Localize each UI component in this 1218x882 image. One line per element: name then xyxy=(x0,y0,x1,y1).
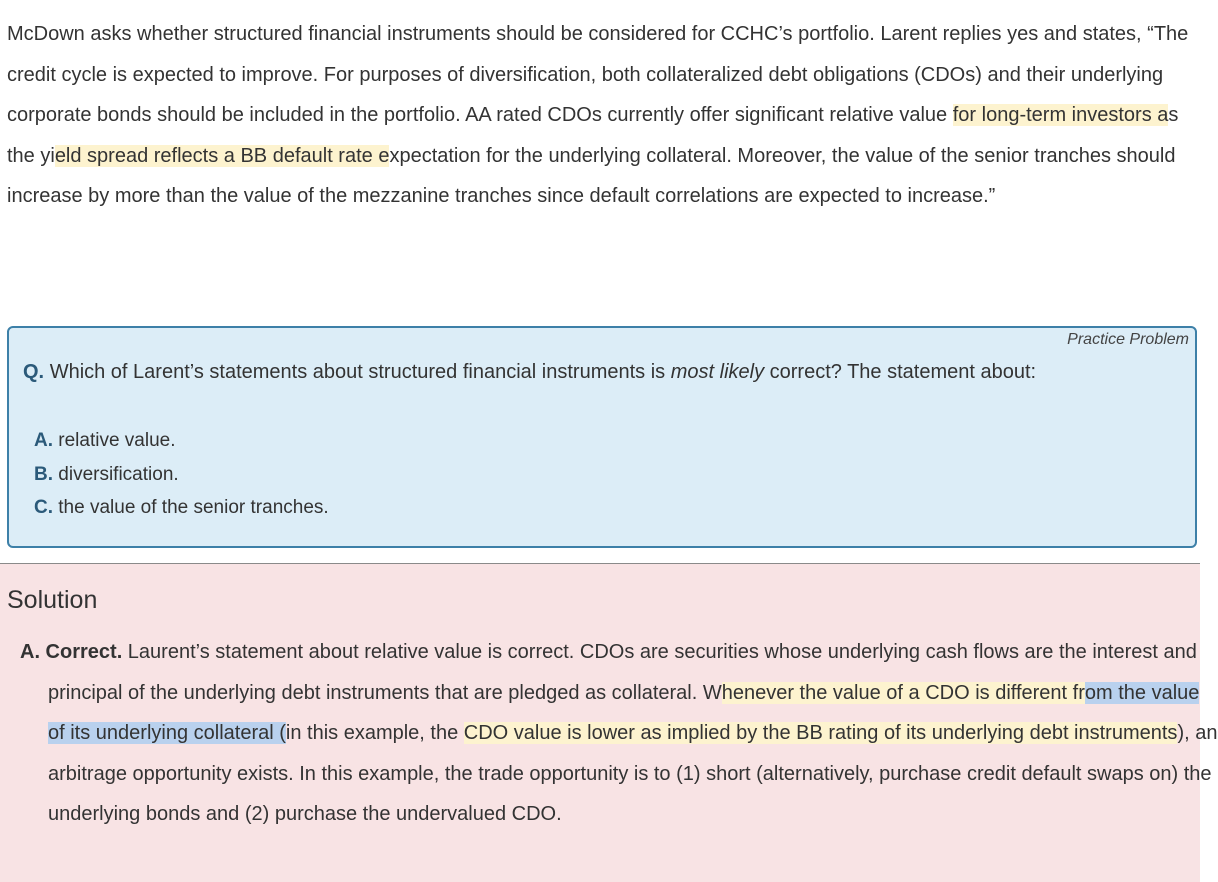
solution-title: Solution xyxy=(7,586,98,614)
solution-highlight-1: henever the value of a CDO is different fr xyxy=(721,681,1085,704)
passage-text: McDown asks whether structured financial instruments should be considered for CCHC’s portfolio. Larent replies yes and states, “The credit cycle is expected to improve. For purposes of diversification, both collateralized debt obligations (CDOs) and their underlying corporate bonds should be included in the portfolio. AA rated CDOs currently offer significant relative value xyxy=(7,23,1189,127)
choice-c-letter: C. xyxy=(34,497,53,518)
solution-text-1: Laurent’s statement about relative value is correct. CDOs are securities whose underlying cash flows are the interest and principal of the underlying debt instruments that are pledged as collateral. W xyxy=(48,641,1197,704)
solution-highlight-2: CDO value is lower as implied by the BB rating of its underlying debt instruments xyxy=(463,722,1178,745)
answer-choices xyxy=(34,424,329,525)
passage-text-2: s the yi xyxy=(7,104,1179,167)
passage-highlight-1: for long-term investors a xyxy=(952,104,1169,127)
passage-highlight-2: eld spread reflects a BB default rate e xyxy=(54,144,390,167)
solution-text-3: ), an arbitrage opportunity exists. In this example, the trade opportunity is to (1) short (alternatively, purchase credit default swaps on) the underlying bonds and (2) purchase the undervalued CDO. xyxy=(48,722,1218,826)
choice-c[interactable] xyxy=(34,491,329,525)
choice-a-text: relative value. xyxy=(58,430,176,451)
solution-answer-letter: A. Correct. xyxy=(20,641,123,663)
question-marker: Q. xyxy=(23,361,45,383)
case-passage xyxy=(7,14,1197,217)
choice-b[interactable] xyxy=(34,458,329,492)
choice-c-text: the value of the senior tranches. xyxy=(58,497,329,518)
passage-text-3: xpectation for the underlying collateral. Moreover, the value of the senior tranches should increase by more than the value of the mezzanine tranches since default correlations are expected to increase.” xyxy=(7,144,1176,208)
choice-a-letter: A. xyxy=(34,430,53,451)
question-text: Which of Larent’s statements about structured financial instruments is xyxy=(49,361,671,383)
solution-body xyxy=(20,632,1218,835)
choice-b-letter: B. xyxy=(34,463,53,485)
question-emphasis: most likely xyxy=(670,361,765,383)
solution-section xyxy=(0,563,1218,882)
solution-highlight-selected: om the value of its underlying collateral ( xyxy=(48,681,1200,745)
choice-b-text: diversification. xyxy=(58,463,179,485)
practice-problem-label: Practice Problem xyxy=(1067,331,1189,348)
choice-a[interactable] xyxy=(34,424,329,458)
question xyxy=(23,361,1183,384)
solution-text-2: in this example, the xyxy=(285,722,464,745)
practice-problem-box xyxy=(7,326,1197,548)
question-text-end: correct? The statement about: xyxy=(764,361,1037,383)
